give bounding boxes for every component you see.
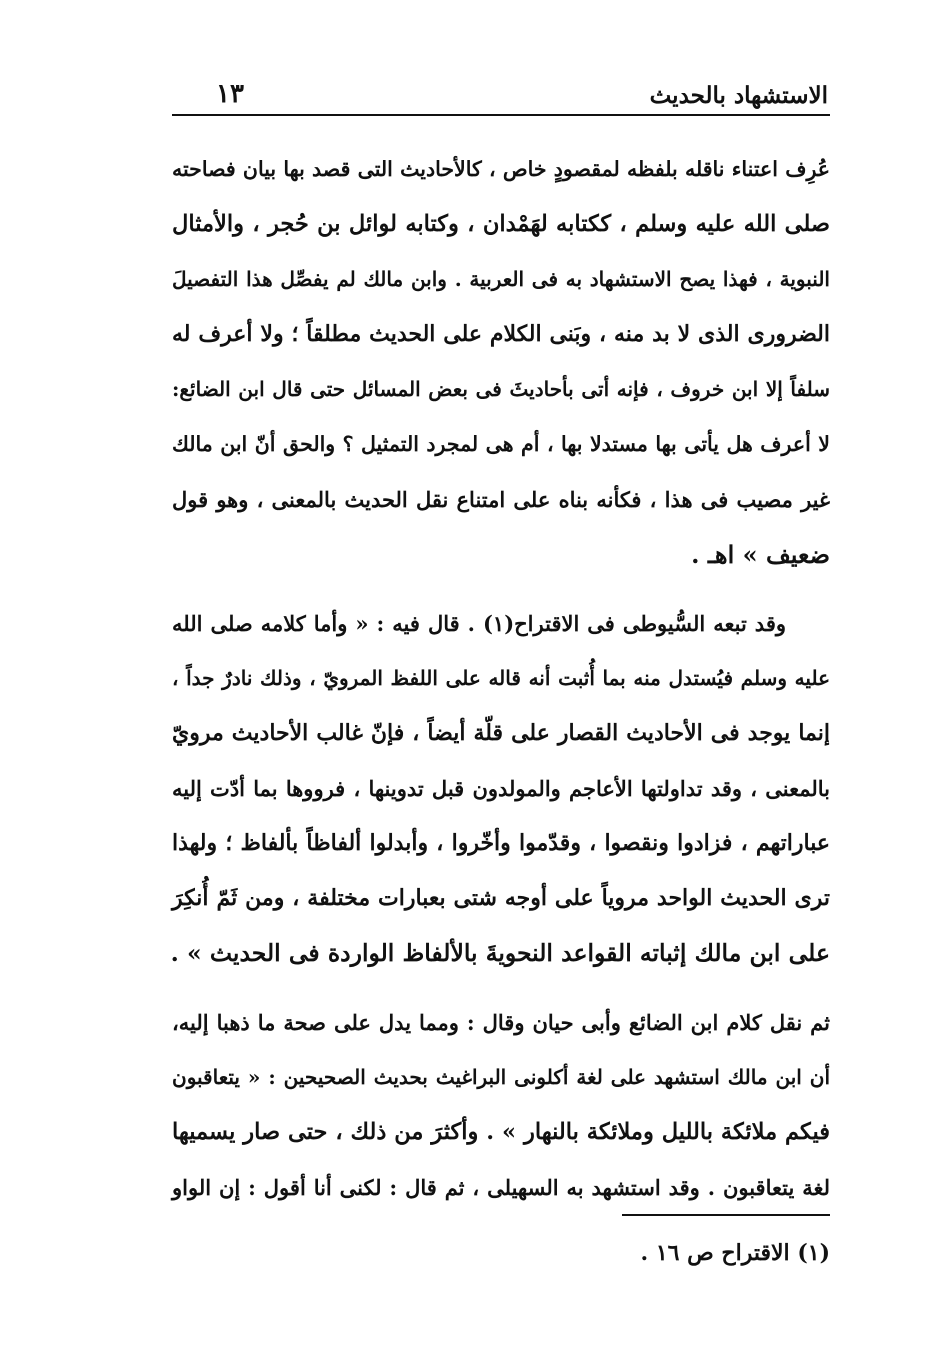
footnote: (١) الاقتراح ص ١٦ .	[640, 1240, 830, 1266]
page-body	[172, 142, 830, 1215]
text-line: بالمعنى ، وقد تداولتها الأعاجم والمولدون قبل تدوينها ، فرووها بما أدّت إليه	[172, 776, 830, 801]
text-line: لا أعرف هل يأتى بها مستدلا بها ، أم هى لمجرد التمثيل ؟ والحق أنّ ابن مالك	[172, 432, 830, 456]
text-line: على ابن مالك إثباته القواعد النحويةَ بالألفاظ الواردة فى الحديث » .	[170, 939, 830, 967]
text-line: غير مصيب فى هذا ، فكأنه بناه على امتناع نقل الحديث بالمعنى ، وهو قول	[172, 487, 830, 512]
text-line: عليه وسلم فيُستدل منه بما أُثبت أنه قاله على اللفظ المرويّ ، وذلك نادرٌ جداً ،	[172, 666, 830, 690]
text-line: الضرورى الذى لا بد منه ، وبَنى الكلام على الحديث مطلقاً ؛ ولا أعرف له	[172, 321, 830, 347]
text-line: وقد تبعه السُّيوطى فى الاقتراح(١) . قال فيه : « وأما كلامه صلى الله	[172, 611, 786, 636]
text-line: النبوية ، فهذا يصح الاستشهاد به فى العربية . وابن مالك لم يفصِّل هذا التفصيلَ	[172, 267, 830, 291]
running-title: الاستشهاد بالحديث	[649, 82, 828, 109]
text-line: عُرِف اعتناء ناقله بلفظه لمقصودٍ خاص ، كالأحاديث التى قصد بها بيان فصاحته	[172, 157, 830, 181]
paragraph-1	[172, 142, 830, 582]
text-line: فيكم ملائكة بالليل وملائكة بالنهار » . وأكثرَ من ذلك ، حتى صار يسميها	[172, 1119, 830, 1145]
text-line: ترى الحديث الواحد مروياً على أوجه شتى بعبارات مختلفة ، ومن ثَمّ أُنكِرَ	[172, 885, 830, 911]
text-line: صلى الله عليه وسلم ، ككتابه لهَمْدان ، وكتابه لوائل بن حُجر ، والأمثال	[172, 211, 830, 237]
page-number: ١٣	[216, 79, 244, 109]
paragraph-2	[172, 596, 830, 981]
paragraph-3	[172, 995, 830, 1215]
footnote-divider	[622, 1214, 830, 1216]
text-line: إنما يوجد فى الأحاديث القصار على قلّة أيضاً ، فإنّ غالب الأحاديث مرويّ	[172, 720, 830, 746]
page-header	[172, 78, 830, 116]
text-line: ضعيف » اهـ .	[691, 540, 830, 569]
text-line: ثم نقل كلام ابن الضائع وأبى حيان وقال : ومما يدل على صحة ما ذهبا إليه،	[172, 1010, 830, 1035]
text-line: أن ابن مالك استشهد على لغة أكلونى البراغيث بحديث الصحيحين : « يتعاقبون	[172, 1065, 830, 1089]
text-line: عباراتهم ، فزادوا ونقصوا ، وقدّموا وأخّروا ، وأبدلوا ألفاظاً بألفاظ ؛ ولهذا	[172, 830, 830, 856]
text-line: سلفاً إلا ابن خروف ، فإنه أتى بأحاديثَ فى بعض المسائل حتى قال ابن الضائع:	[172, 377, 830, 401]
text-line: لغة يتعاقبون . وقد استشهد به السهيلى ، ثم قال : لكنى أنا أقول : إن الواو	[172, 1175, 830, 1200]
